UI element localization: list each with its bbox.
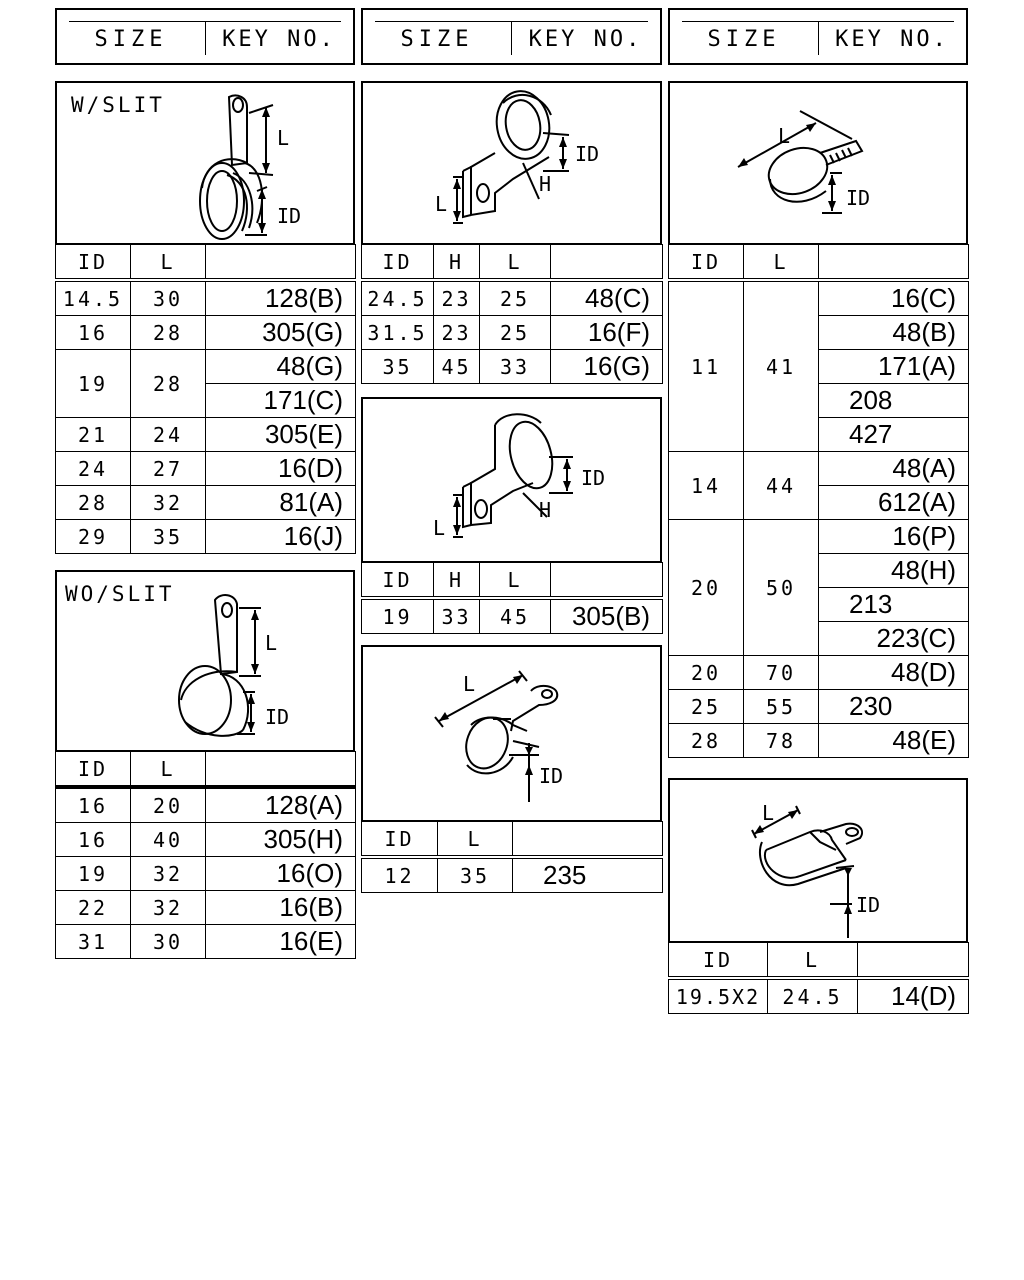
cell-h: 45 xyxy=(434,350,480,384)
right1-label-l: L xyxy=(778,124,791,148)
cell-key: 128(B) xyxy=(206,280,356,316)
table-row xyxy=(669,280,969,316)
cell-id: 14 xyxy=(669,452,744,520)
cell-key: 48(E) xyxy=(819,724,969,758)
header-size-label: SIZE xyxy=(400,27,474,52)
right1-figure-box xyxy=(668,81,968,245)
table-row xyxy=(56,452,356,486)
cell-id: 19.5X2 xyxy=(669,978,768,1014)
header-key-label: KEY NO. xyxy=(835,27,949,52)
wslit-label-id: ID xyxy=(277,204,302,228)
woslit-caption: WO/SLIT xyxy=(65,582,175,606)
cell-key: 128(A) xyxy=(206,787,356,823)
cell-key: 208 xyxy=(819,384,969,418)
cell-key: 48(D) xyxy=(819,656,969,690)
col-header-key xyxy=(513,822,663,858)
cell-id: 20 xyxy=(669,520,744,656)
wslit-caption: W/SLIT xyxy=(71,93,165,117)
cell-id: 31 xyxy=(56,925,131,959)
cell-l: 32 xyxy=(131,857,206,891)
mid2-figure-box xyxy=(361,397,662,563)
col-header-key xyxy=(858,943,969,979)
cell-key: 171(C) xyxy=(206,384,356,418)
cell-key: 213 xyxy=(819,588,969,622)
col-header-key xyxy=(819,245,969,281)
table-row xyxy=(56,520,356,554)
cell-key: 48(H) xyxy=(819,554,969,588)
cell-key: 235 xyxy=(513,857,663,893)
table-row xyxy=(362,316,663,350)
mid2-label-id: ID xyxy=(581,466,606,490)
table-row xyxy=(669,724,969,758)
col-header-key xyxy=(551,245,663,281)
cell-key: 171(A) xyxy=(819,350,969,384)
table-row xyxy=(362,280,663,316)
table-row xyxy=(669,520,969,554)
table-row xyxy=(362,350,663,384)
mid1-figure-box xyxy=(361,81,662,245)
woslit-clamp-drawing xyxy=(57,572,353,750)
cell-id: 12 xyxy=(362,857,438,893)
cell-key: 305(G) xyxy=(206,316,356,350)
header-box-left xyxy=(55,8,355,65)
table-row xyxy=(669,656,969,690)
woslit-figure-box xyxy=(55,570,355,752)
cell-id: 16 xyxy=(56,823,131,857)
cell-l: 27 xyxy=(131,452,206,486)
cell-h: 23 xyxy=(434,280,480,316)
cell-l: 70 xyxy=(744,656,819,690)
table-row xyxy=(56,787,356,823)
mid3-table xyxy=(361,821,663,893)
cell-key: 427 xyxy=(819,418,969,452)
cell-key: 230 xyxy=(819,690,969,724)
cell-l: 30 xyxy=(131,280,206,316)
mid3-label-id: ID xyxy=(539,764,564,788)
cell-key: 16(G) xyxy=(551,350,663,384)
cell-id: 21 xyxy=(56,418,131,452)
table-row xyxy=(56,280,356,316)
col-header-id: ID xyxy=(669,943,768,979)
cell-key: 305(E) xyxy=(206,418,356,452)
cell-id: 24 xyxy=(56,452,131,486)
cell-l: 25 xyxy=(480,316,551,350)
col-header-l: L xyxy=(744,245,819,281)
mid3-figure-box xyxy=(361,645,662,822)
mid2-clamp-drawing xyxy=(363,399,660,561)
col-header-id: ID xyxy=(362,822,438,858)
right2-table xyxy=(668,942,969,1014)
cell-l: 55 xyxy=(744,690,819,724)
table-row xyxy=(669,690,969,724)
cell-id: 16 xyxy=(56,787,131,823)
col-header-key xyxy=(206,752,356,788)
cell-id: 19 xyxy=(56,857,131,891)
cell-key: 16(B) xyxy=(206,891,356,925)
cell-key: 16(D) xyxy=(206,452,356,486)
cell-id: 28 xyxy=(56,486,131,520)
cell-key: 16(F) xyxy=(551,316,663,350)
mid1-clamp-drawing xyxy=(363,83,660,243)
cell-l: 24 xyxy=(131,418,206,452)
cell-h: 33 xyxy=(434,598,480,634)
cell-l: 41 xyxy=(744,280,819,452)
col-header-l: L xyxy=(480,563,551,599)
cell-l: 35 xyxy=(438,857,513,893)
cell-key: 223(C) xyxy=(819,622,969,656)
cell-id: 11 xyxy=(669,280,744,452)
cell-id: 16 xyxy=(56,316,131,350)
cell-l: 44 xyxy=(744,452,819,520)
header-box-middle xyxy=(361,8,662,65)
mid2-label-h: H xyxy=(539,498,552,522)
cell-l: 32 xyxy=(131,891,206,925)
cell-l: 35 xyxy=(131,520,206,554)
cell-key: 48(G) xyxy=(206,350,356,384)
cell-key: 612(A) xyxy=(819,486,969,520)
cell-l: 50 xyxy=(744,520,819,656)
header-size-label: SIZE xyxy=(707,27,781,52)
table-row xyxy=(362,598,663,634)
right1-label-id: ID xyxy=(846,186,871,210)
mid1-label-id: ID xyxy=(575,142,600,166)
mid3-clamp-drawing xyxy=(363,647,660,820)
mid2-label-l: L xyxy=(433,516,446,540)
cell-l: 45 xyxy=(480,598,551,634)
table-row xyxy=(56,823,356,857)
cell-l: 32 xyxy=(131,486,206,520)
table-row xyxy=(56,925,356,959)
col-header-l: L xyxy=(131,245,206,281)
cell-id: 29 xyxy=(56,520,131,554)
table-row xyxy=(56,486,356,520)
right2-label-l: L xyxy=(762,801,775,825)
table-row xyxy=(56,350,356,384)
cell-key: 305(B) xyxy=(551,598,663,634)
cell-id: 20 xyxy=(669,656,744,690)
table-row xyxy=(56,418,356,452)
col-header-id: ID xyxy=(56,752,131,788)
cell-id: 31.5 xyxy=(362,316,434,350)
cell-l: 78 xyxy=(744,724,819,758)
mid1-label-l: L xyxy=(435,192,448,216)
table-row xyxy=(669,452,969,486)
col-header-l: L xyxy=(768,943,858,979)
header-key-label: KEY NO. xyxy=(222,27,336,52)
header-size-label: SIZE xyxy=(94,27,168,52)
cell-key: 81(A) xyxy=(206,486,356,520)
cell-key: 305(H) xyxy=(206,823,356,857)
cell-id: 14.5 xyxy=(56,280,131,316)
woslit-table xyxy=(55,751,356,959)
col-header-l: L xyxy=(480,245,551,281)
cell-key: 48(A) xyxy=(819,452,969,486)
cell-l: 30 xyxy=(131,925,206,959)
right2-clamp-drawing xyxy=(670,780,966,941)
cell-id: 19 xyxy=(362,598,434,634)
wslit-clamp-drawing xyxy=(57,83,353,243)
cell-key: 48(B) xyxy=(819,316,969,350)
cell-key: 16(J) xyxy=(206,520,356,554)
cell-id: 19 xyxy=(56,350,131,418)
col-header-id: ID xyxy=(669,245,744,281)
cell-id: 28 xyxy=(669,724,744,758)
wslit-table xyxy=(55,244,356,554)
col-header-l: L xyxy=(131,752,206,788)
woslit-label-id: ID xyxy=(265,705,290,729)
cell-id: 25 xyxy=(669,690,744,724)
right2-figure-box xyxy=(668,778,968,943)
table-row xyxy=(669,978,969,1014)
mid2-table xyxy=(361,562,663,634)
header-key-label: KEY NO. xyxy=(528,27,643,52)
col-header-key xyxy=(206,245,356,281)
table-row xyxy=(56,891,356,925)
cell-l: 28 xyxy=(131,350,206,418)
cell-key: 16(C) xyxy=(819,280,969,316)
cell-id: 24.5 xyxy=(362,280,434,316)
wslit-figure-box xyxy=(55,81,355,245)
cell-l: 24.5 xyxy=(768,978,858,1014)
cell-key: 16(O) xyxy=(206,857,356,891)
cell-key: 48(C) xyxy=(551,280,663,316)
cell-key: 16(E) xyxy=(206,925,356,959)
cell-id: 22 xyxy=(56,891,131,925)
table-row xyxy=(362,857,663,893)
col-header-h: H xyxy=(434,563,480,599)
cell-l: 28 xyxy=(131,316,206,350)
col-header-l: L xyxy=(438,822,513,858)
wslit-label-l: L xyxy=(277,126,290,150)
mid3-label-l: L xyxy=(463,672,476,696)
cell-key: 14(D) xyxy=(858,978,969,1014)
col-header-id: ID xyxy=(362,563,434,599)
table-row xyxy=(56,316,356,350)
woslit-label-l: L xyxy=(265,631,278,655)
cell-l: 25 xyxy=(480,280,551,316)
mid1-table xyxy=(361,244,663,384)
col-header-key xyxy=(551,563,663,599)
cell-l: 20 xyxy=(131,787,206,823)
right1-clamp-drawing xyxy=(670,83,966,243)
table-row xyxy=(56,857,356,891)
col-header-id: ID xyxy=(56,245,131,281)
mid1-label-h: H xyxy=(539,172,552,196)
col-header-h: H xyxy=(434,245,480,281)
cell-h: 23 xyxy=(434,316,480,350)
right2-label-id: ID xyxy=(856,893,881,917)
header-box-right xyxy=(668,8,968,65)
right1-table xyxy=(668,244,969,758)
cell-l: 33 xyxy=(480,350,551,384)
col-header-id: ID xyxy=(362,245,434,281)
cell-id: 35 xyxy=(362,350,434,384)
cell-key: 16(P) xyxy=(819,520,969,554)
cell-l: 40 xyxy=(131,823,206,857)
